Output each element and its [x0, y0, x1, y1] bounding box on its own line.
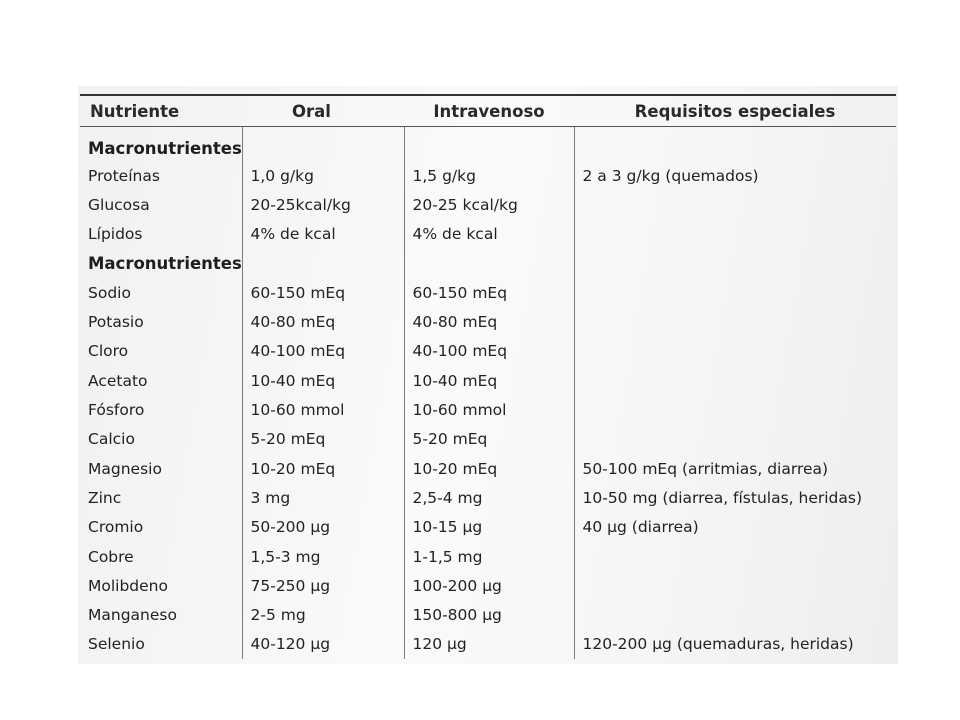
table-row — [80, 366, 896, 395]
intravenous-dose: 10-20 mEq — [404, 454, 574, 483]
oral-dose: 60-150 mEq — [242, 278, 404, 307]
table-row — [80, 395, 896, 424]
special-requirement — [574, 542, 896, 571]
special-requirement — [574, 600, 896, 629]
intravenous-dose: 1,5 g/kg — [404, 161, 574, 190]
section-title: Macronutrientes — [88, 254, 242, 274]
intravenous-dose: 5-20 mEq — [404, 425, 574, 454]
header-nutriente: Nutriente — [80, 95, 242, 127]
empty-cell — [242, 127, 404, 162]
intravenous-dose: 10-40 mEq — [404, 366, 574, 395]
table-row — [80, 600, 896, 629]
special-requirement: 40 µg (diarrea) — [574, 513, 896, 542]
empty-cell — [242, 249, 404, 278]
nutrient-name: Molibdeno — [88, 576, 168, 595]
nutrient-name: Selenio — [88, 635, 145, 654]
empty-cell — [404, 249, 574, 278]
special-requirement: 120-200 µg (quemaduras, heridas) — [574, 630, 896, 659]
header-requisitos-especiales: Requisitos especiales — [574, 95, 896, 127]
intravenous-dose: 150-800 µg — [404, 600, 574, 629]
intravenous-dose: 10-60 mmol — [404, 395, 574, 424]
special-requirement — [574, 190, 896, 219]
nutrient-name: Cloro — [88, 342, 129, 361]
oral-dose: 10-40 mEq — [242, 366, 404, 395]
intravenous-dose: 40-80 mEq — [404, 307, 574, 336]
oral-dose: 40-120 µg — [242, 630, 404, 659]
oral-dose: 1,0 g/kg — [242, 161, 404, 190]
oral-dose: 3 mg — [242, 483, 404, 512]
table-row — [80, 483, 896, 512]
table-header-row — [80, 95, 896, 127]
intravenous-dose: 1-1,5 mg — [404, 542, 574, 571]
intravenous-dose: 40-100 mEq — [404, 337, 574, 366]
header-oral: Oral — [242, 95, 404, 127]
intravenous-dose: 2,5-4 mg — [404, 483, 574, 512]
nutrient-name: Sodio — [88, 283, 131, 302]
oral-dose: 5-20 mEq — [242, 425, 404, 454]
special-requirement — [574, 307, 896, 336]
table-row — [80, 190, 896, 219]
oral-dose: 1,5-3 mg — [242, 542, 404, 571]
table-row — [80, 307, 896, 336]
section-title: Macronutrientes — [88, 138, 242, 158]
empty-cell — [574, 249, 896, 278]
table-row — [80, 513, 896, 542]
table-row — [80, 220, 896, 249]
nutrient-name: Cromio — [88, 518, 144, 537]
intravenous-dose: 120 µg — [404, 630, 574, 659]
table-row — [80, 454, 896, 483]
intravenous-dose: 100-200 µg — [404, 571, 574, 600]
intravenous-dose: 4% de kcal — [404, 220, 574, 249]
nutrient-name: Cobre — [88, 547, 134, 566]
table-row — [80, 337, 896, 366]
special-requirement — [574, 395, 896, 424]
nutrient-name: Proteínas — [88, 166, 160, 185]
empty-cell — [574, 127, 896, 162]
oral-dose: 40-80 mEq — [242, 307, 404, 336]
nutrient-name: Lípidos — [88, 225, 143, 244]
table-row — [80, 630, 896, 659]
special-requirement: 50-100 mEq (arritmias, diarrea) — [574, 454, 896, 483]
table-row — [80, 542, 896, 571]
nutrient-name: Glucosa — [88, 195, 150, 214]
special-requirement — [574, 571, 896, 600]
intravenous-dose: 20-25 kcal/kg — [404, 190, 574, 219]
section-row — [80, 127, 896, 162]
oral-dose: 2-5 mg — [242, 600, 404, 629]
oral-dose: 10-20 mEq — [242, 454, 404, 483]
oral-dose: 20-25kcal/kg — [242, 190, 404, 219]
special-requirement — [574, 366, 896, 395]
special-requirement — [574, 337, 896, 366]
special-requirement — [574, 220, 896, 249]
section-row — [80, 249, 896, 278]
nutrient-name: Magnesio — [88, 459, 162, 478]
table-row — [80, 278, 896, 307]
intravenous-dose: 10-15 µg — [404, 513, 574, 542]
nutrient-name: Calcio — [88, 430, 135, 449]
table-body — [80, 127, 896, 660]
special-requirement — [574, 278, 896, 307]
nutrient-requirements-table — [80, 94, 896, 659]
nutrient-name: Acetato — [88, 371, 148, 390]
special-requirement: 10-50 mg (diarrea, fístulas, heridas) — [574, 483, 896, 512]
nutrient-name: Zinc — [88, 488, 122, 507]
table-row — [80, 571, 896, 600]
oral-dose: 40-100 mEq — [242, 337, 404, 366]
special-requirement: 2 a 3 g/kg (quemados) — [574, 161, 896, 190]
header-intravenoso: Intravenoso — [404, 95, 574, 127]
empty-cell — [404, 127, 574, 162]
nutrient-name: Potasio — [88, 313, 144, 332]
oral-dose: 50-200 µg — [242, 513, 404, 542]
oral-dose: 4% de kcal — [242, 220, 404, 249]
nutrient-name: Fósforo — [88, 401, 145, 420]
table-row — [80, 425, 896, 454]
oral-dose: 10-60 mmol — [242, 395, 404, 424]
intravenous-dose: 60-150 mEq — [404, 278, 574, 307]
special-requirement — [574, 425, 896, 454]
table-row — [80, 161, 896, 190]
oral-dose: 75-250 µg — [242, 571, 404, 600]
nutrient-name: Manganeso — [88, 606, 177, 625]
